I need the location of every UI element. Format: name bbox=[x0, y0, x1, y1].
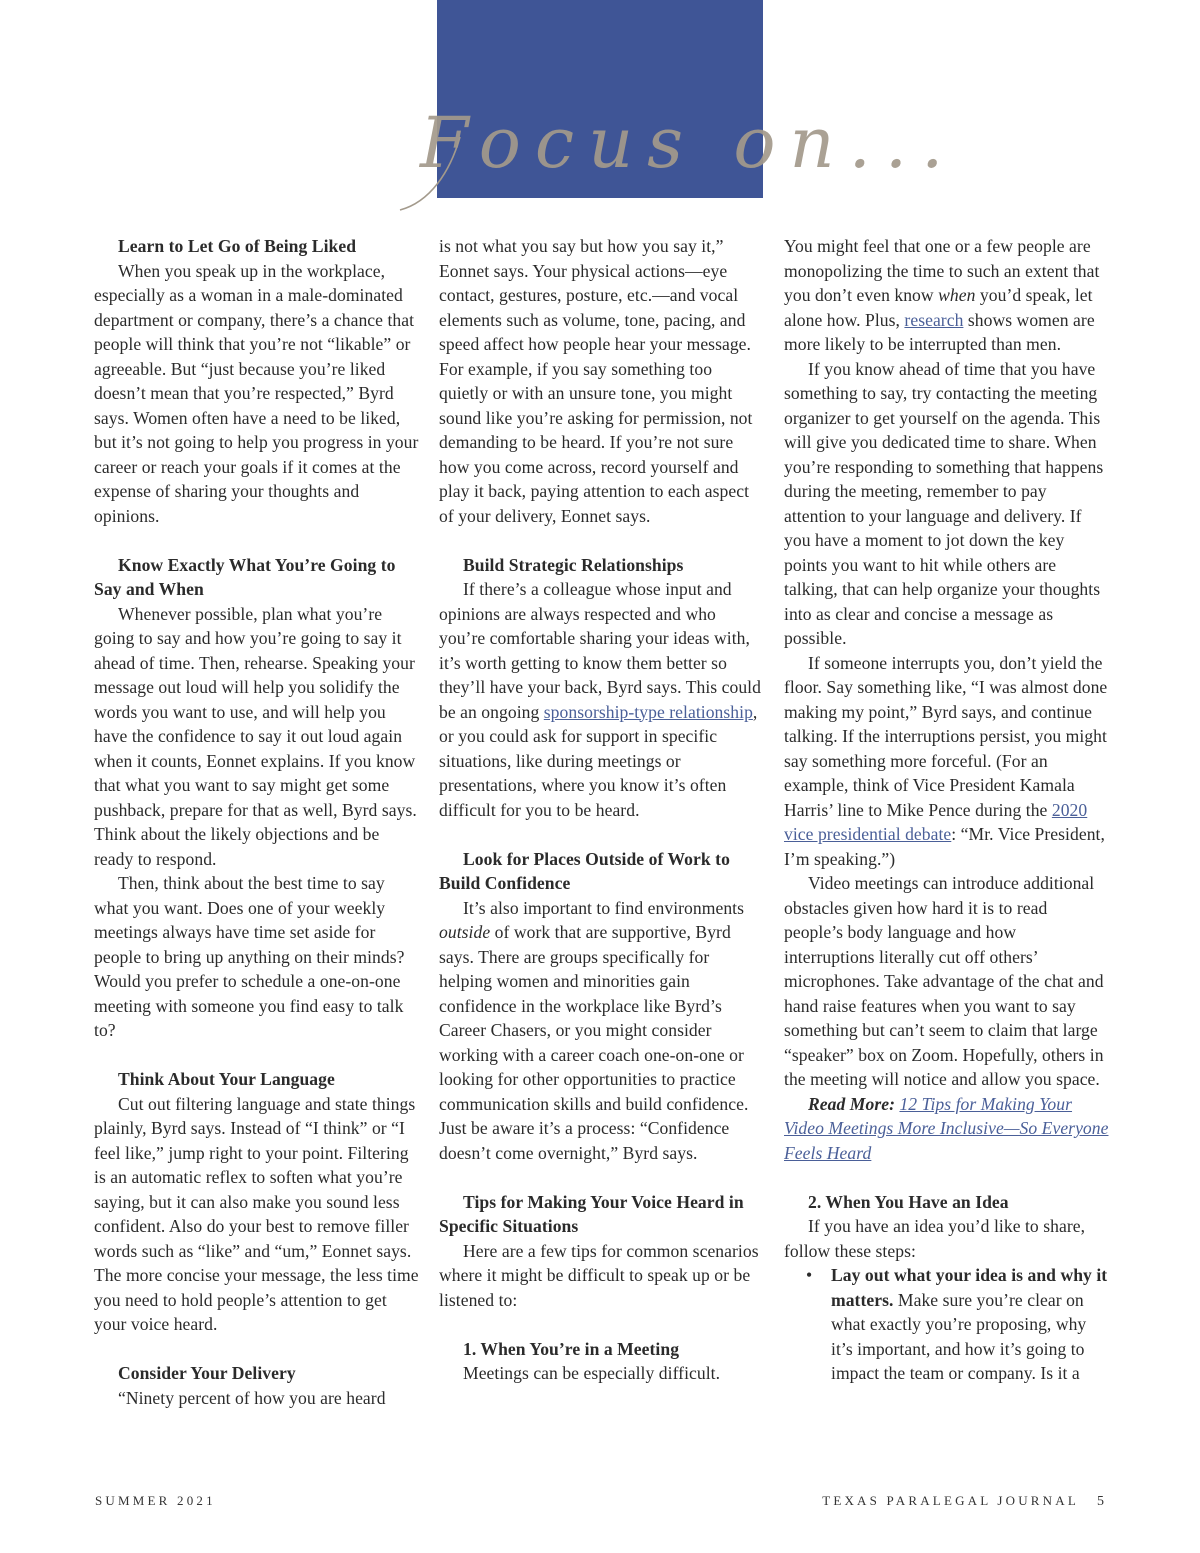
paragraph: If you know ahead of time that you have something to say, try contacting the meeting organizer to get yourself on the agenda. This will give you dedicated time to share. When you’re responding to something that happens during the meeting, remember to pay attention to your language and delivery. If you have a moment to jot down the key points you want to hit while others are talking, that can help organize your thoughts into as clear and concise a message as possible. bbox=[784, 358, 1104, 648]
heading-meeting: 1. When You’re in a Meeting bbox=[463, 1338, 680, 1359]
paragraph: If you have an idea you’d like to share, follow these steps: bbox=[784, 1216, 1086, 1261]
column-1 bbox=[94, 234, 419, 1410]
paragraph: Video meetings can introduce additional obstacles given how hard it is to read people’s body language and how interruptions literally cut off others’ microphones. Take advantage of the chat and hand raise features when you want to say something but can’t seem to claim that large “speaker” box on Zoom. Hopefully, others in the meeting will notice and allow you space. bbox=[784, 873, 1104, 1089]
heading-relationships: Build Strategic Relationships bbox=[463, 554, 684, 575]
list-item: • Lay out what your idea is and why it matters. Make sure you’re clear on what exactly you’re proposing, why it’s important, and how it’s going to impact the team or company. Is it a bbox=[784, 1263, 1109, 1386]
footer-issue: SUMMER 2021 bbox=[95, 1493, 216, 1508]
column-3 bbox=[784, 234, 1109, 1386]
heading-idea: 2. When You Have an Idea bbox=[808, 1191, 1009, 1212]
paragraph: Here are a few tips for common scenarios where it might be difficult to speak up or be listened to: bbox=[439, 1240, 759, 1310]
debate-link[interactable]: 2020 vice presidential debate bbox=[784, 799, 1088, 844]
footer-journal bbox=[822, 1493, 1104, 1510]
journal-name: TEXAS PARALEGAL JOURNAL bbox=[822, 1493, 1079, 1508]
read-more: Read More: 12 Tips for Making Your Video Meetings More Inclusive—So Everyone Feels Heard bbox=[784, 1093, 1109, 1163]
heading-outside-work: Look for Places Outside of Work to Build Confidence bbox=[439, 848, 730, 893]
paragraph: is not what you say but how you say it,” Eonnet says. Your physical actions—eye contact, gestures, posture, etc.—and vocal elements such as volume, tone, pacing, and speed affect how people hear your message. For example, if you say something too quietly or with an unsure tone, you might sound like you’re asking for permission, not demanding to be heard. If you’re not sure how you come across, record yourself and play it back, paying attention to each aspect of your delivery, Eonnet says. bbox=[439, 236, 753, 526]
page-number: 5 bbox=[1097, 1494, 1104, 1509]
paragraph: If someone interrupts you, don’t yield the floor. Say something like, “I was almost done making my point,” Byrd says, and continue talking. If the interruptions persist, you might say something more forceful. (For an example, think of Vice President Kamala Harris’ line to Mike Pence during the 2020 vice presidential debate: “Mr. Vice President, I’m speaking.”) bbox=[784, 652, 1108, 869]
paragraph: It’s also important to find environments outside of work that are supportive, Byrd says. There are groups specifically for helping women and minorities gain confidence in the workplace like Byrd’s Career Chasers, or you might consider working with a career coach one-on-one or looking for other opportunities to practice communication skills and build confidence. Just be aware it’s a process: “Confidence doesn’t come overnight,” Byrd says. bbox=[439, 897, 749, 1163]
heading-know-exactly: Know Exactly What You’re Going to Say and When bbox=[94, 554, 396, 599]
bullet-icon: • bbox=[806, 1265, 813, 1285]
paragraph: Whenever possible, plan what you’re going to say and how you’re going to say it ahead of time. Then, rehearse. Speaking your message out loud will help you solidify the words you want to use, and will help you have the confidence to say it out loud again when it counts, Eonnet explains. If you know that what you want to say might get some pushback, prepare for that as well, Byrd says. Think about the likely objections and be ready to respond. bbox=[94, 603, 417, 869]
heading-delivery: Consider Your Delivery bbox=[118, 1363, 296, 1383]
section-title-text: Focus on... bbox=[420, 102, 958, 184]
heading-language: Think About Your Language bbox=[118, 1069, 335, 1089]
paragraph: Meetings can be especially difficult. bbox=[463, 1363, 721, 1383]
column-2 bbox=[439, 234, 764, 1386]
paragraph: Cut out filtering language and state things plainly, Byrd says. Instead of “I think” or “I feel like,” jump right to your point. Filtering is an automatic reflex to soften what you’re saying, but it can also make you sound less confident. Also do your best to remove filler words such as “like” and “um,” Eonnet says. The more concise your message, the less time you need to hold people’s attention to get your voice heard. bbox=[94, 1093, 419, 1334]
paragraph: When you speak up in the workplace, especially as a woman in a male-dominated department or company, there’s a chance that people will think that you’re not “likable” or agreeable. But “just because you’re liked doesn’t mean that you’re respected,” Byrd says. Women often have a need to be liked, but it’s not going to help you progress in your career or reach your goals if it comes at the expense of sharing your thoughts and opinions. bbox=[94, 260, 419, 526]
paragraph: If there’s a colleague whose input and opinions are always respected and who you’re comfortable sharing your ideas with, it’s worth getting to know them better so they’ll have your back, Byrd says. This could be an ongoing sponsorship-type relationship, or you could ask for support in specific situations, like during meetings or presentations, where you know it’s often difficult for you to be heard. bbox=[439, 579, 761, 820]
heading-tips: Tips for Making Your Voice Heard in Specific Situations bbox=[439, 1191, 744, 1236]
paragraph: “Ninety percent of how you are heard bbox=[118, 1387, 386, 1408]
section-title bbox=[390, 92, 958, 222]
research-link[interactable]: research bbox=[904, 309, 964, 330]
heading-let-go: Learn to Let Go of Being Liked bbox=[118, 236, 357, 256]
paragraph: Then, think about the best time to say what you want. Does one of your weekly meetings always have time set aside for people to bring up anything on their minds? Would you prefer to schedule a one-on-one meeting with someone you find easy to talk to? bbox=[94, 873, 405, 1040]
read-more-link[interactable]: 12 Tips for Making Your Video Meetings More Inclusive—So Everyone Feels Heard bbox=[784, 1093, 1109, 1163]
paragraph: You might feel that one or a few people are monopolizing the time to such an extent that you don’t even know when you’d speak, let alone how. Plus, research shows women are more likely to be interrupted than men. bbox=[784, 236, 1100, 354]
sponsorship-link[interactable]: sponsorship-type relationship bbox=[543, 701, 753, 722]
